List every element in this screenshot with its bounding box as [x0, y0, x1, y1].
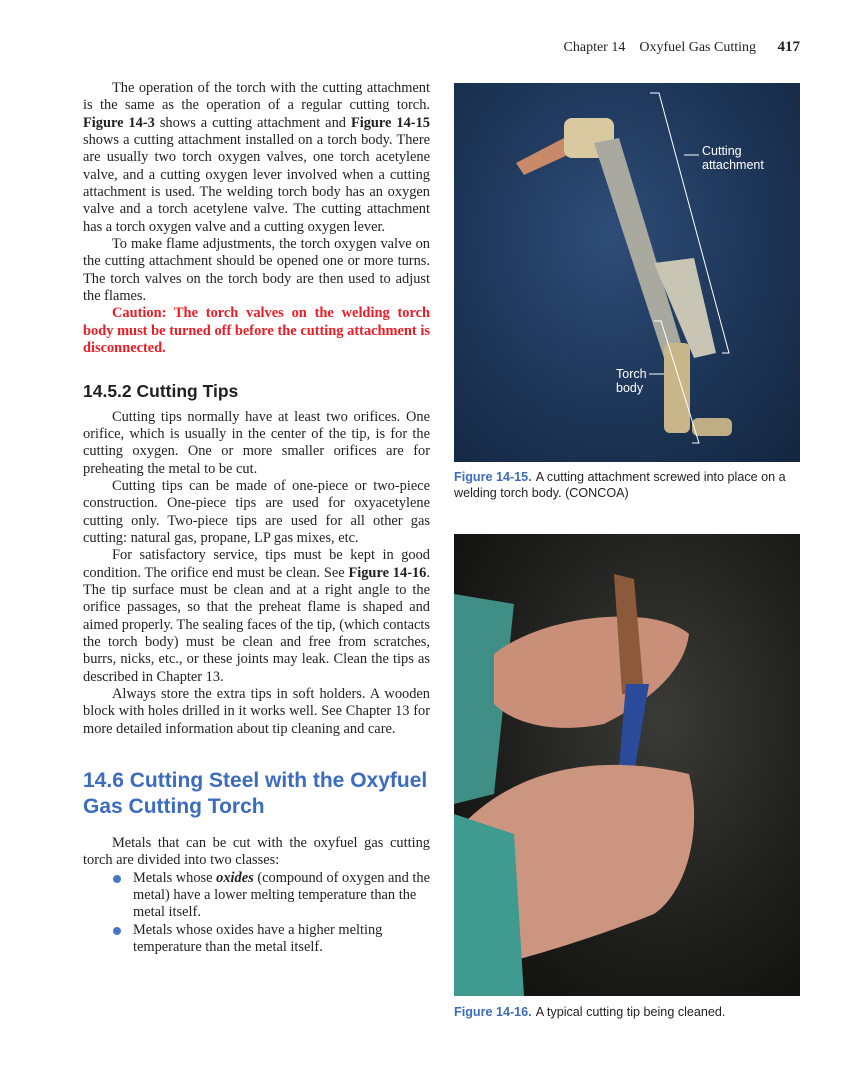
caution-note: Caution: The torch valves on the welding torch body must be turned off before the cutting attachment is disconnected.	[83, 305, 430, 357]
callout-torch-body: Torch body	[616, 367, 647, 395]
text: The operation of the torch with the cutting attachment is the same as the operation of a regular cutting torch.	[83, 80, 430, 114]
hands-cleaning-tip-illustration	[454, 534, 800, 996]
paragraph	[83, 80, 430, 236]
text: (compound of oxygen and the metal) have a lower melting temperature than the metal itself.	[133, 869, 430, 921]
paragraph: Cutting tips normally have at least two orifices. One orifice, which is usually in the center of the tip, is for the cutting oxygen. One or more smaller orifices are for preheating the metal to be cut.	[83, 408, 430, 477]
bullet-icon	[113, 875, 121, 883]
section-heading: 14.6 Cutting Steel with the Oxyfuel Gas Cutting Torch	[83, 769, 428, 819]
figure-reference: Figure 14-16	[348, 564, 427, 581]
paragraph: Always store the extra tips in soft holders. A wooden block with holes drilled in it works well. See Chapter 13 for more detailed information about tip cleaning and care.	[83, 686, 430, 737]
figure-reference: Figure 14-3	[83, 114, 155, 131]
running-header	[564, 39, 800, 56]
figure-label: Figure 14-16.	[454, 1005, 532, 1019]
paragraph: Metals that can be cut with the oxyfuel gas cutting torch are divided into two classes:	[83, 835, 430, 869]
text: Metals whose	[133, 869, 217, 886]
caption-text: A cutting attachment screwed into place on a welding torch body. (CONCOA)	[454, 470, 786, 500]
paragraph: To make flame adjustments, the torch oxygen valve on the cutting attachment should be opened one or more turns. The torch valves on the torch body are then used to adjust the flames.	[83, 236, 430, 305]
figure-caption	[454, 1004, 804, 1020]
text: shows a cutting attachment and	[154, 114, 351, 131]
text: Metals whose oxides have a higher melting temperature than the metal itself.	[133, 921, 383, 956]
paragraph	[83, 547, 430, 686]
figure-reference: Figure 14-15	[350, 114, 430, 131]
emphasis: oxides	[216, 869, 254, 886]
figure-label: Figure 14-15.	[454, 470, 532, 484]
figure-14-15-photo	[454, 83, 800, 462]
chapter-title: Oxyfuel Gas Cutting	[639, 40, 756, 55]
text: For satisfactory service, tips must be kept in good condition. The orifice end must be clean. See	[83, 547, 430, 581]
figure-caption	[454, 469, 804, 501]
list-item	[104, 922, 430, 957]
page-number: 417	[777, 39, 800, 55]
figure-14-16-photo	[454, 534, 800, 996]
bullet-list	[83, 870, 430, 957]
text: . The tip surface must be clean and at a right angle to the orifice passages, so that the preheat flame is shaped and aimed properly. The sealing faces of the tip, (which contacts the torch body) must be clean and free from scratches, burrs, nicks, etc., or these joints may leak. Clean the tips as described in Chapter 13.	[83, 564, 430, 685]
list-item	[104, 870, 430, 922]
callout-cutting-attachment: Cutting attachment	[702, 144, 764, 172]
paragraph: Cutting tips can be made of one-piece or two-piece construction. One-piece tips are used for oxyacetylene cutting only. Two-piece tips are used for all other gas cutting: natural gas, propane, LP gas mixes, etc.	[83, 477, 430, 546]
section-heading: 14.5.2 Cutting Tips	[83, 380, 239, 401]
torch-illustration	[454, 83, 800, 462]
chapter-number: Chapter 14	[563, 40, 626, 55]
bullet-icon	[113, 927, 121, 935]
text: shows a cutting attachment installed on a torch body. There are usually two torch oxygen valves, one torch acetylene valve, and a cutting oxygen lever involved when a cutting attachment is used. The welding torch body has an oxygen valve and a torch acetylene valve. The cutting attachment has a torch oxygen valve and a cutting oxygen lever.	[83, 132, 430, 235]
main-text-column	[83, 80, 430, 956]
caption-text: A typical cutting tip being cleaned.	[535, 1005, 726, 1019]
